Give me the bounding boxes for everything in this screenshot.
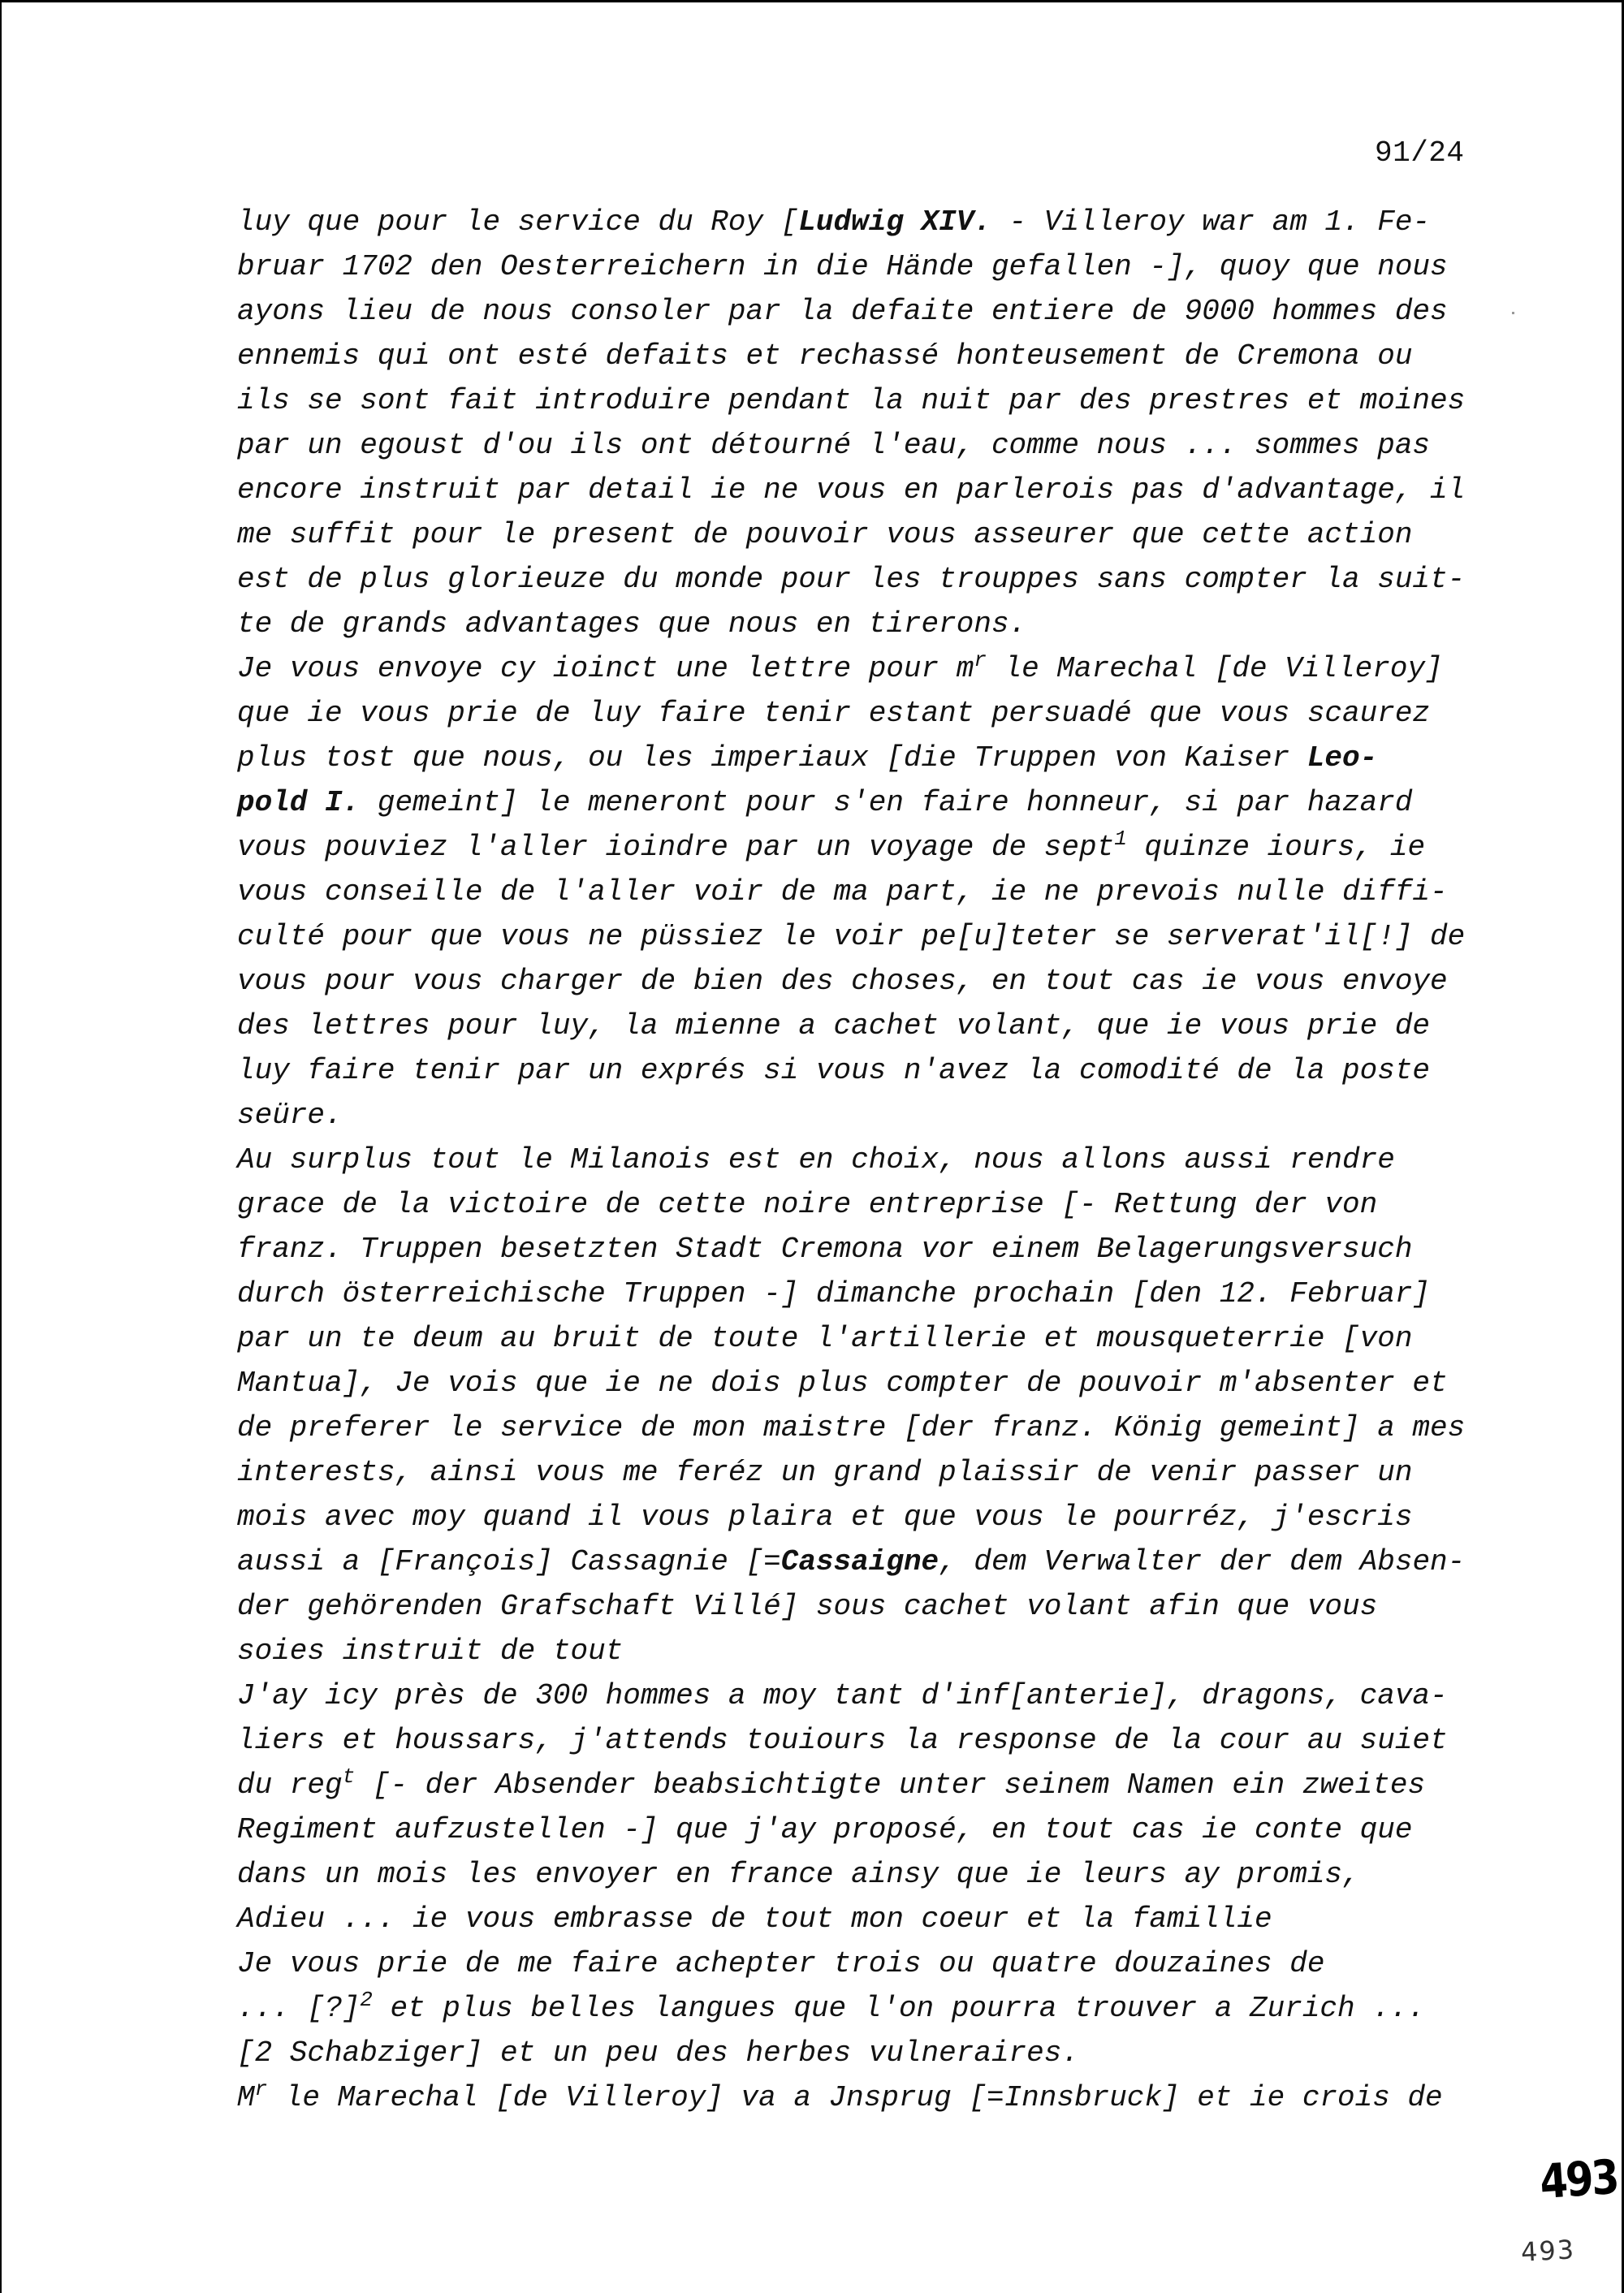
text-line — [237, 1629, 1504, 1673]
text-line — [237, 1048, 1504, 1093]
text-line — [237, 870, 1504, 914]
text-line — [237, 1986, 1504, 2031]
text-line — [237, 1272, 1504, 1316]
text-segment: Au surplus tout le Milanois est en choix, nous allons aussi rendre — [237, 1143, 1395, 1177]
text-line — [237, 1406, 1504, 1450]
bold-name: Cassaigne — [780, 1545, 939, 1578]
superscript: r — [254, 2077, 268, 2101]
text-segment: [- der Absender beabsichtigte unter seinem Namen ein zweites — [355, 1768, 1426, 1802]
text-line — [237, 1361, 1504, 1406]
text-segment: , dem Verwalter der dem Absen- — [939, 1545, 1466, 1578]
text-segment: soies instruit de tout — [237, 1634, 624, 1668]
text-segment: par un te deum au bruit de toute l'artillerie et mousqueterrie [von — [237, 1322, 1413, 1355]
text-segment: que ie vous prie de luy faire tenir estant persuadé que vous scaurez — [237, 697, 1431, 730]
text-line — [237, 1897, 1504, 1941]
text-segment: luy que pour le service du Roy [ — [237, 205, 799, 239]
text-line — [237, 423, 1504, 468]
text-segment: interests, ainsi vous me feréz un grand plaissir de venir passer un — [237, 1456, 1413, 1489]
text-segment: dans un mois les envoyer en france ainsy que ie leurs ay promis, — [237, 1858, 1360, 1891]
page-number: 91/24 — [1375, 136, 1465, 170]
text-segment: plus tost que nous, ou les imperiaux [die Truppen von Kaiser — [237, 741, 1307, 775]
text-segment: le Marechal [de Villeroy] — [986, 652, 1443, 685]
text-segment: grace de la victoire de cette noire entreprise [- Rettung der von — [237, 1188, 1378, 1221]
text-segment: ... [?] — [237, 1992, 361, 2025]
text-line — [237, 1584, 1504, 1629]
text-line — [237, 1182, 1504, 1227]
text-segment: - Villeroy war am 1. Fe- — [991, 205, 1431, 239]
text-segment: luy faire tenir par un exprés si vous n'avez la comodité de la poste — [237, 1054, 1431, 1087]
text-line — [237, 825, 1504, 870]
text-segment: mois avec moy quand il vous plaira et que vous le pourréz, j'escris — [237, 1501, 1413, 1534]
text-segment: franz. Truppen besetzten Stadt Cremona vor einem Belagerungsversuch — [237, 1233, 1413, 1266]
bold-name: Leo- — [1307, 741, 1378, 775]
text-segment: liers et houssars, j'attends touiours la response de la cour au suiet — [237, 1724, 1448, 1757]
text-line — [237, 1495, 1504, 1539]
superscript: 2 — [360, 1988, 373, 2012]
text-segment: Je vous envoye cy ioinct une lettre pour m — [237, 652, 974, 685]
handwritten-folio-number-small: 493 — [1520, 2234, 1577, 2268]
scan-border-left — [0, 0, 2, 2293]
text-segment: seüre. — [237, 1099, 343, 1132]
text-line — [237, 557, 1504, 602]
text-segment: M — [237, 2081, 255, 2114]
text-line — [237, 1539, 1504, 1584]
text-segment: des lettres pour luy, la mienne a cachet volant, que ie vous prie de — [237, 1009, 1431, 1043]
text-segment: vous pour vous charger de bien des choses, en tout cas ie vous envoye — [237, 965, 1448, 998]
text-segment: Adieu ... ie vous embrasse de tout mon coeur et la famillie — [237, 1902, 1272, 1936]
text-line — [237, 1138, 1504, 1182]
text-segment: vous conseille de l'aller voir de ma part, ie ne prevois nulle diffi- — [237, 875, 1448, 909]
text-segment: de preferer le service de mon maistre [der franz. König gemeint] a mes — [237, 1411, 1466, 1444]
text-line — [237, 1227, 1504, 1272]
superscript: t — [342, 1764, 356, 1789]
text-segment: me suffit pour le present de pouvoir vous asseurer que cette action — [237, 518, 1413, 551]
text-line — [237, 1718, 1504, 1763]
text-line — [237, 378, 1504, 423]
text-line — [237, 1450, 1504, 1495]
text-line — [237, 646, 1504, 691]
text-line — [237, 780, 1504, 825]
text-segment: le Marechal [de Villeroy] va a Jnsprug [=Innsbruck] et ie crois de — [267, 2081, 1443, 2114]
text-line — [237, 1941, 1504, 1986]
text-line — [237, 1004, 1504, 1048]
text-line — [237, 512, 1504, 557]
text-line — [237, 2075, 1504, 2120]
text-line — [237, 200, 1504, 244]
text-segment: quinze iours, ie — [1126, 831, 1426, 864]
text-line — [237, 1316, 1504, 1361]
text-line — [237, 289, 1504, 334]
handwritten-folio-number: 493 — [1538, 2148, 1619, 2210]
text-segment: Regiment aufzustellen -] que j'ay proposé, en tout cas ie conte que — [237, 1813, 1413, 1846]
text-segment: par un egoust d'ou ils ont détourné l'eau, comme nous ... sommes pas — [237, 429, 1431, 462]
text-line — [237, 1673, 1504, 1718]
superscript: 1 — [1114, 827, 1127, 851]
text-segment: Mantua], Je vois que ie ne dois plus compter de pouvoir m'absenter et — [237, 1367, 1448, 1400]
text-segment: bruar 1702 den Oesterreichern in die Hände gefallen -], quoy que nous — [237, 250, 1448, 283]
text-line — [237, 334, 1504, 378]
text-segment: aussi a [François] Cassagnie [= — [237, 1545, 781, 1578]
text-segment: ennemis qui ont esté defaits et rechassé honteusement de Cremona ou — [237, 339, 1413, 373]
text-segment: culté pour que vous ne püssiez le voir pe[u]teter se serverat'il[!] de — [237, 920, 1466, 953]
text-line — [237, 2031, 1504, 2075]
text-segment: der gehörenden Grafschaft Villé] sous cachet volant afin que vous — [237, 1590, 1378, 1623]
text-line — [237, 602, 1504, 646]
text-segment: gemeint] le meneront pour s'en faire honneur, si par hazard — [360, 786, 1413, 819]
text-line — [237, 1852, 1504, 1897]
text-segment: ils se sont fait introduire pendant la nuit par des prestres et moines — [237, 384, 1466, 417]
letter-transcription — [237, 200, 1504, 2120]
text-segment: durch österreichische Truppen -] dimanche prochain [den 12. Februar] — [237, 1277, 1431, 1311]
text-line — [237, 1093, 1504, 1138]
text-line — [237, 736, 1504, 780]
text-line — [237, 1763, 1504, 1807]
superscript: r — [974, 648, 987, 672]
text-line — [237, 691, 1504, 736]
scan-speck — [1512, 312, 1514, 314]
bold-name: Ludwig XIV. — [798, 205, 991, 239]
text-segment: du reg — [237, 1768, 343, 1802]
text-line — [237, 468, 1504, 512]
text-line — [237, 1807, 1504, 1852]
text-segment: vous pouviez l'aller ioindre par un voyage de sept — [237, 831, 1115, 864]
text-segment: ayons lieu de nous consoler par la defaite entiere de 9000 hommes des — [237, 295, 1448, 328]
text-line — [237, 244, 1504, 289]
text-segment: Je vous prie de me faire achepter trois ou quatre douzaines de — [237, 1947, 1325, 1980]
text-line — [237, 959, 1504, 1004]
text-segment: encore instruit par detail ie ne vous en parlerois pas d'advantage, il — [237, 473, 1466, 507]
bold-name: pold I. — [237, 786, 361, 819]
text-segment: [2 Schabziger] et un peu des herbes vulneraires. — [237, 2036, 1079, 2070]
text-segment: et plus belles langues que l'on pourra trouver a Zurich ... — [372, 1992, 1426, 2025]
text-line — [237, 914, 1504, 959]
text-segment: J'ay icy près de 300 hommes a moy tant d'inf[anterie], dragons, cava- — [237, 1679, 1448, 1712]
scan-border-top — [0, 0, 1624, 2]
text-segment: est de plus glorieuze du monde pour les trouppes sans compter la suit- — [237, 563, 1466, 596]
text-segment: te de grands advantages que nous en tirerons. — [237, 607, 1027, 641]
